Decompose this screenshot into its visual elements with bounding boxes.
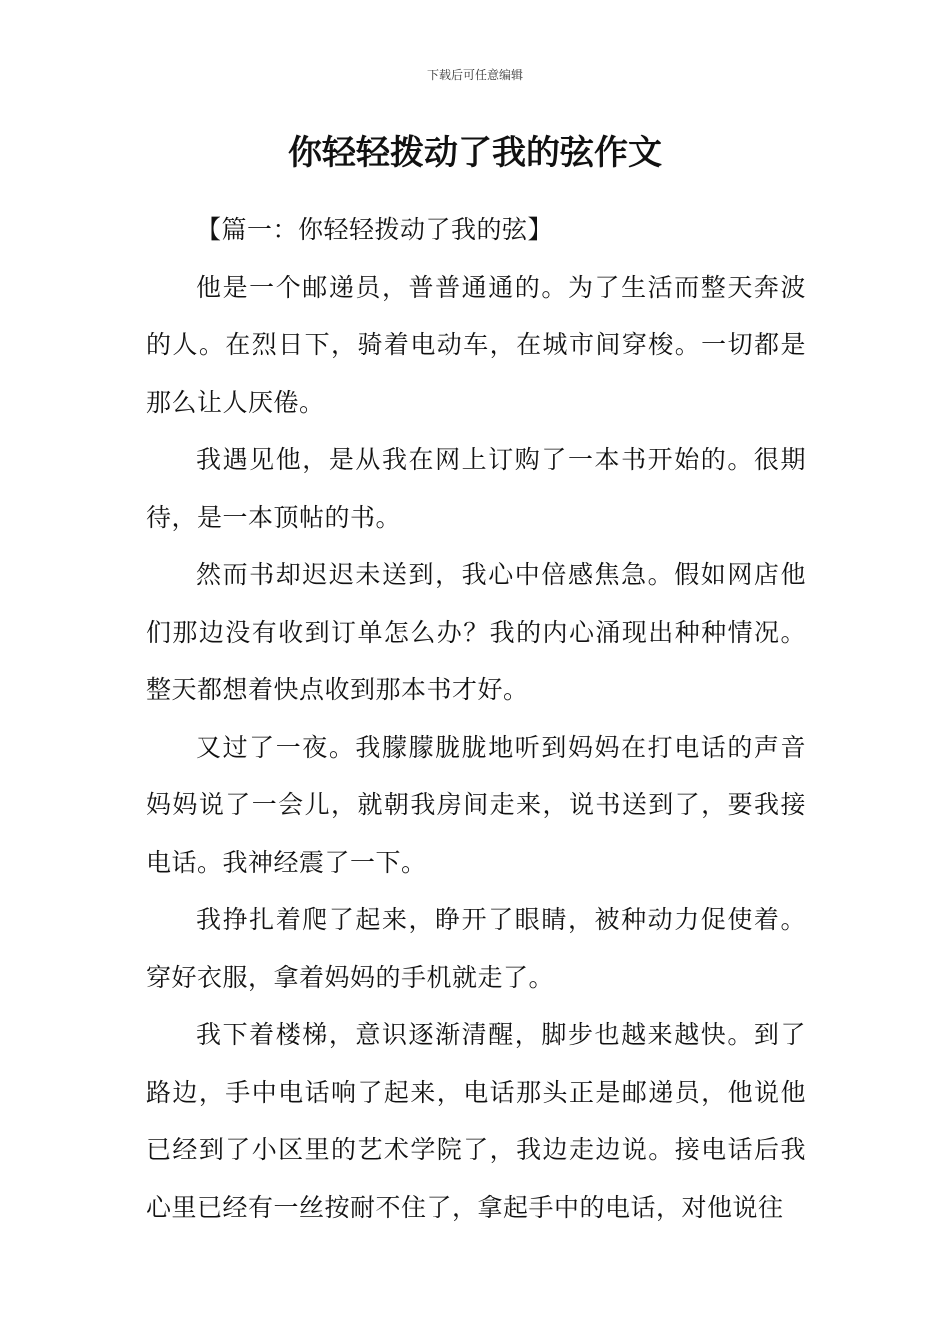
document-body <box>146 201 806 1236</box>
paragraph: 我遇见他，是从我在网上订购了一本书开始的。很期待，是一本顶帖的书。 <box>146 445 806 532</box>
paragraph: 我下着楼梯，意识逐渐清醒，脚步也越来越快。到了路边，手中电话响了起来，电话那头正是邮递员，他说他已经到了小区里的艺术学院了，我边走边说。接电话后我心里已经有一丝按耐不住了，拿起手中的电话，对他说往 <box>146 1020 806 1222</box>
document-title: 你轻轻拨动了我的弦作文 <box>288 133 662 173</box>
header-note: 下载后可任意编辑 <box>426 68 523 82</box>
paragraph: 然而书却迟迟未送到，我心中倍感焦急。假如网店他们那边没有收到订单怎么办？我的内心涌现出种种情况。整天都想着快点收到那本书才好。 <box>146 560 806 704</box>
paragraph: 我挣扎着爬了起来，睁开了眼睛，被种动力促使着。穿好衣服，拿着妈妈的手机就走了。 <box>146 905 806 992</box>
paragraph: 他是一个邮递员，普普通通的。为了生活而整天奔波的人。在烈日下，骑着电动车，在城市间穿梭。一切都是那么让人厌倦。 <box>146 272 806 417</box>
section-label: 【篇一：你轻轻拨动了我的弦】 <box>196 215 554 244</box>
paragraph: 又过了一夜。我朦朦胧胧地听到妈妈在打电话的声音妈妈说了一会儿，就朝我房间走来，说书送到了，要我接电话。我神经震了一下。 <box>146 732 806 877</box>
